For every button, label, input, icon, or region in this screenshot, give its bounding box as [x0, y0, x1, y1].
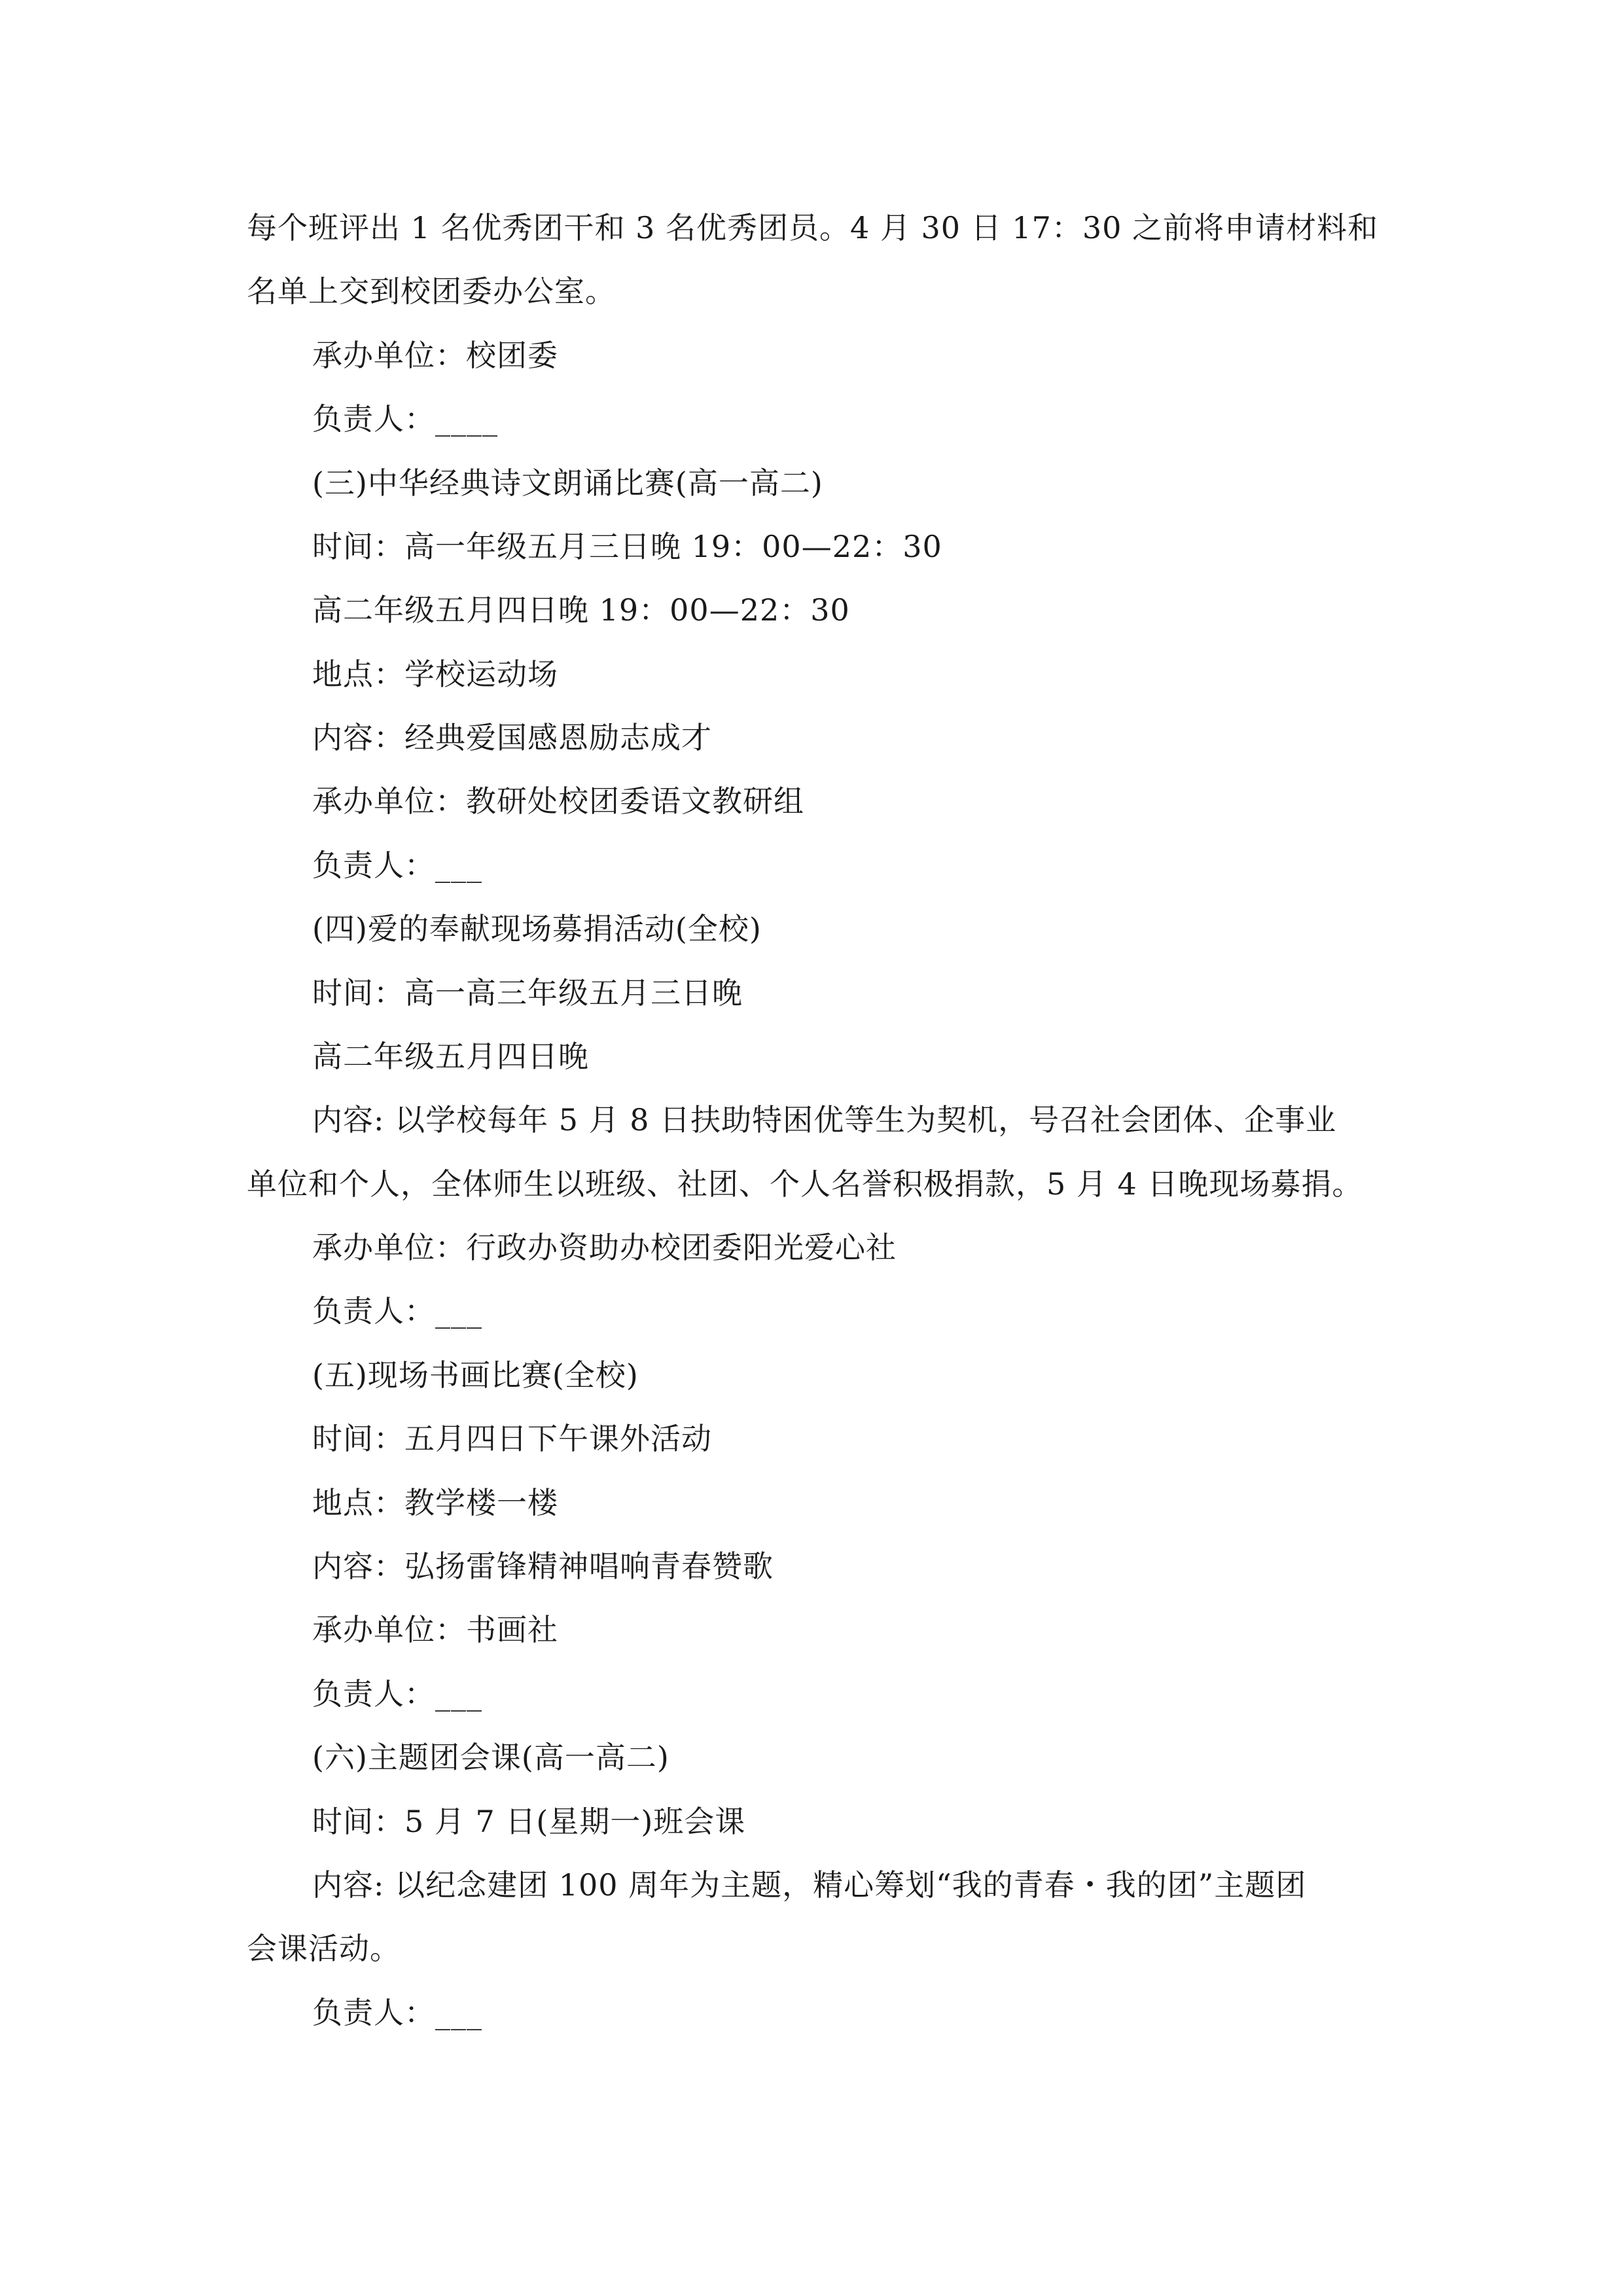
- time-line: 高二年级五月四日晚: [312, 1039, 589, 1074]
- section-heading: (六)主题团会课(高一高二): [312, 1740, 669, 1775]
- time-line: 时间：五月四日下午课外活动: [312, 1421, 712, 1456]
- content-line: 单位和个人，全体师生以班级、社团、个人名誉积极捐款，5 月 4 日晚现场募捐。: [247, 1166, 1363, 1202]
- organizer-line: 承办单位：行政办资助办校团委阳光爱心社: [312, 1230, 897, 1265]
- organizer-line: 承办单位：书画社: [312, 1612, 558, 1647]
- section-heading: (五)现场书画比赛(全校): [312, 1357, 639, 1393]
- organizer-line: 承办单位：校团委: [312, 338, 558, 373]
- person-in-charge-line: 负责人：____: [312, 401, 498, 437]
- time-line: 时间：高一高三年级五月三日晚: [312, 975, 743, 1011]
- content-line: 内容: 以学校每年 5 月 8 日扶助特困优等生为契机，号召社会团体、企事业: [312, 1102, 1337, 1138]
- person-in-charge-line: 负责人：___: [312, 1676, 482, 1712]
- time-line: 时间：高一年级五月三日晚 19：00—22：30: [312, 529, 942, 564]
- person-in-charge-line: 负责人：___: [312, 848, 482, 883]
- time-line: 时间：5 月 7 日(星期一)班会课: [312, 1804, 746, 1839]
- content-line: 会课活动。: [247, 1931, 401, 1966]
- paragraph-line: 每个班评出 1 名优秀团干和 3 名优秀团员。4 月 30 日 17：30 之前将申请材料和: [247, 210, 1378, 245]
- content-line: 内容：经典爱国感恩励志成才: [312, 720, 712, 755]
- person-in-charge-line: 负责人：___: [312, 1995, 482, 2030]
- section-heading: (三)中华经典诗文朗诵比赛(高一高二): [312, 465, 823, 501]
- location-line: 地点：教学楼一楼: [312, 1485, 558, 1520]
- organizer-line: 承办单位：教研处校团委语文教研组: [312, 783, 804, 819]
- content-line: 内容: 以纪念建团 100 周年为主题，精心筹划“我的青春・我的团”主题团: [312, 1867, 1307, 1903]
- content-line: 内容：弘扬雷锋精神唱响青春赞歌: [312, 1549, 774, 1584]
- location-line: 地点：学校运动场: [312, 656, 558, 692]
- paragraph-line: 名单上交到校团委办公室。: [247, 274, 616, 309]
- person-in-charge-line: 负责人：___: [312, 1293, 482, 1329]
- section-heading: (四)爱的奉献现场募捐活动(全校): [312, 911, 762, 946]
- time-line: 高二年级五月四日晚 19：00—22：30: [312, 592, 850, 628]
